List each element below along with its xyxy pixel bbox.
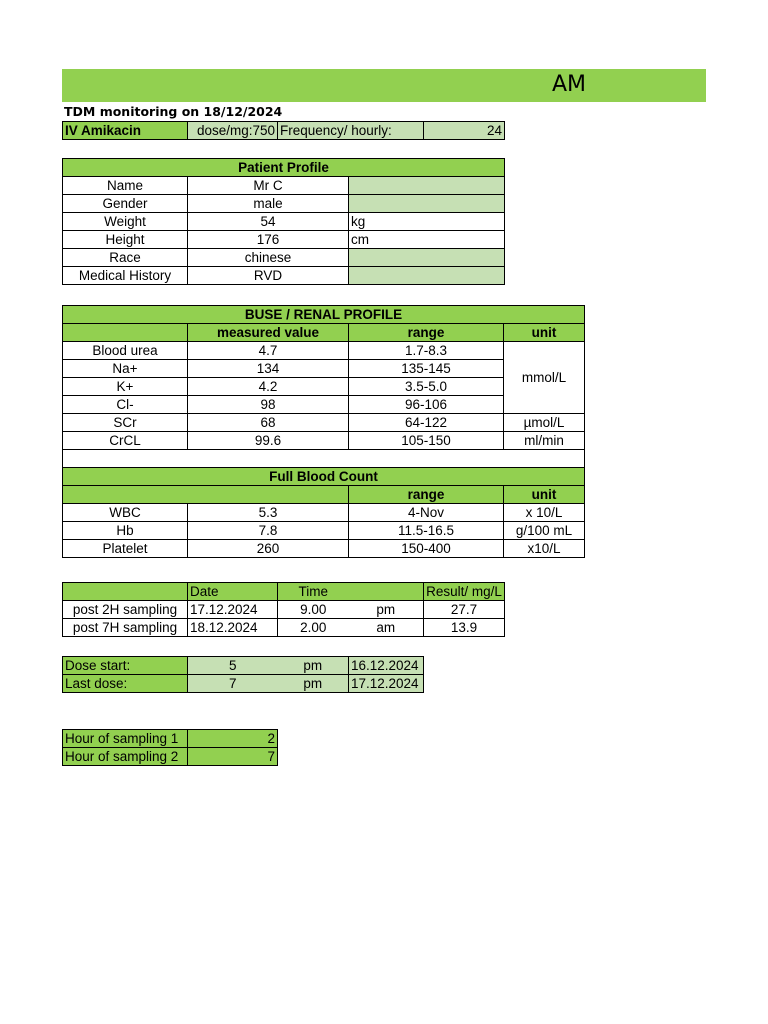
patient-value[interactable]: chinese bbox=[188, 249, 349, 267]
patient-value[interactable]: 54 bbox=[188, 213, 349, 231]
dose-ampm[interactable]: pm bbox=[278, 657, 349, 675]
sampling-date[interactable]: 18.12.2024 bbox=[188, 619, 278, 637]
table-row bbox=[63, 195, 505, 213]
sampling-ampm[interactable]: am bbox=[349, 619, 424, 637]
dose-ampm[interactable]: pm bbox=[278, 675, 349, 693]
fbc-header-blank bbox=[63, 486, 188, 504]
fbc-range: 150-400 bbox=[349, 540, 504, 558]
drug-row bbox=[63, 122, 505, 140]
fbc-header-unit: unit bbox=[504, 486, 585, 504]
patient-value[interactable]: Mr C bbox=[188, 177, 349, 195]
fbc-unit: x 10/L bbox=[504, 504, 585, 522]
fbc-range: 4-Nov bbox=[349, 504, 504, 522]
dosing-table bbox=[62, 656, 424, 693]
table-row bbox=[63, 657, 424, 675]
renal-unit: ml/min bbox=[504, 432, 585, 450]
header-band bbox=[62, 69, 706, 102]
sampling-hour-value[interactable]: 7 bbox=[188, 748, 278, 766]
renal-header-range: range bbox=[349, 324, 504, 342]
table-row bbox=[63, 601, 505, 619]
sampling-label: post 2H sampling bbox=[63, 601, 188, 619]
patient-unit[interactable] bbox=[349, 249, 505, 267]
frequency-label[interactable] bbox=[278, 122, 424, 140]
table-row bbox=[63, 675, 424, 693]
renal-value[interactable]: 4.2 bbox=[188, 378, 349, 396]
frequency-label-text: Frequency/ hourly: bbox=[280, 123, 392, 138]
sampling-hour-label: Hour of sampling 2 bbox=[63, 748, 188, 766]
table-row bbox=[63, 414, 585, 432]
renal-label: Na+ bbox=[63, 360, 188, 378]
patient-label: Weight bbox=[63, 213, 188, 231]
patient-label: Medical History bbox=[63, 267, 188, 285]
table-row bbox=[63, 267, 505, 285]
sampling-hours-table bbox=[62, 729, 278, 766]
sampling-time[interactable]: 2.00 bbox=[278, 619, 349, 637]
fbc-label: WBC bbox=[63, 504, 188, 522]
table-row bbox=[63, 504, 585, 522]
sampling-time[interactable]: 9.00 bbox=[278, 601, 349, 619]
table-row bbox=[63, 177, 505, 195]
table-row bbox=[63, 231, 505, 249]
patient-value[interactable]: RVD bbox=[188, 267, 349, 285]
patient-profile-title: Patient Profile bbox=[63, 159, 505, 177]
renal-label: SCr bbox=[63, 414, 188, 432]
renal-value[interactable]: 134 bbox=[188, 360, 349, 378]
sampling-result[interactable]: 13.9 bbox=[424, 619, 505, 637]
table-row bbox=[63, 730, 278, 748]
dose-date[interactable]: 16.12.2024 bbox=[349, 657, 424, 675]
frequency-value[interactable]: 24 bbox=[424, 122, 505, 140]
renal-profile-title: BUSE / RENAL PROFILE bbox=[63, 306, 585, 324]
sampling-date[interactable]: 17.12.2024 bbox=[188, 601, 278, 619]
sampling-ampm[interactable]: pm bbox=[349, 601, 424, 619]
patient-profile-table bbox=[62, 158, 505, 285]
renal-value[interactable]: 99.6 bbox=[188, 432, 349, 450]
fbc-value[interactable]: 260 bbox=[188, 540, 349, 558]
drug-name[interactable]: IV Amikacin bbox=[63, 122, 188, 140]
patient-value[interactable]: male bbox=[188, 195, 349, 213]
table-row bbox=[63, 522, 585, 540]
drug-table bbox=[62, 121, 505, 140]
dose-date[interactable]: 17.12.2024 bbox=[349, 675, 424, 693]
spacer-row bbox=[63, 450, 585, 468]
renal-profile-table bbox=[62, 305, 585, 558]
renal-range: 64-122 bbox=[349, 414, 504, 432]
sampling-result[interactable]: 27.7 bbox=[424, 601, 505, 619]
patient-unit[interactable] bbox=[349, 177, 505, 195]
sampling-label: post 7H sampling bbox=[63, 619, 188, 637]
renal-unit: µmol/L bbox=[504, 414, 585, 432]
renal-header-measured: measured value bbox=[188, 324, 349, 342]
dose-label: Last dose: bbox=[63, 675, 188, 693]
fbc-title: Full Blood Count bbox=[63, 468, 585, 486]
fbc-range: 11.5-16.5 bbox=[349, 522, 504, 540]
fbc-label: Platelet bbox=[63, 540, 188, 558]
patient-unit[interactable] bbox=[349, 195, 505, 213]
patient-label: Name bbox=[63, 177, 188, 195]
renal-value[interactable]: 4.7 bbox=[188, 342, 349, 360]
sampling-table bbox=[62, 582, 505, 637]
table-row bbox=[63, 748, 278, 766]
fbc-value[interactable]: 5.3 bbox=[188, 504, 349, 522]
renal-merged-unit: mmol/L bbox=[504, 342, 585, 414]
renal-range: 3.5-5.0 bbox=[349, 378, 504, 396]
fbc-header-range: range bbox=[349, 486, 504, 504]
renal-header-blank bbox=[63, 324, 188, 342]
monitoring-title: TDM monitoring on 18/12/2024 bbox=[64, 104, 283, 119]
renal-label: K+ bbox=[63, 378, 188, 396]
fbc-unit: g/100 mL bbox=[504, 522, 585, 540]
renal-label: Cl- bbox=[63, 396, 188, 414]
drug-dose[interactable]: dose/mg:750 bbox=[188, 122, 278, 140]
table-row bbox=[63, 432, 585, 450]
dose-label: Dose start: bbox=[63, 657, 188, 675]
patient-unit[interactable]: kg bbox=[349, 213, 505, 231]
renal-label: Blood urea bbox=[63, 342, 188, 360]
patient-unit[interactable] bbox=[349, 267, 505, 285]
sampling-header-blank bbox=[63, 583, 188, 601]
fbc-value[interactable]: 7.8 bbox=[188, 522, 349, 540]
patient-unit[interactable]: cm bbox=[349, 231, 505, 249]
fbc-unit: x10/L bbox=[504, 540, 585, 558]
table-row bbox=[63, 342, 585, 360]
sampling-header-time-pad bbox=[349, 583, 424, 601]
renal-label: CrCL bbox=[63, 432, 188, 450]
patient-label: Height bbox=[63, 231, 188, 249]
sampling-header-date: Date bbox=[188, 583, 278, 601]
table-row bbox=[63, 249, 505, 267]
table-row bbox=[63, 540, 585, 558]
renal-header-unit: unit bbox=[504, 324, 585, 342]
renal-value[interactable]: 68 bbox=[188, 414, 349, 432]
patient-label: Gender bbox=[63, 195, 188, 213]
sampling-hour-label: Hour of sampling 1 bbox=[63, 730, 188, 748]
sampling-header-result: Result/ mg/L bbox=[424, 583, 505, 601]
table-row bbox=[63, 619, 505, 637]
sampling-hour-value[interactable]: 2 bbox=[188, 730, 278, 748]
patient-label: Race bbox=[63, 249, 188, 267]
patient-value[interactable]: 176 bbox=[188, 231, 349, 249]
dose-hour[interactable]: 7 bbox=[188, 675, 278, 693]
sampling-header-time: Time bbox=[278, 583, 349, 601]
renal-range: 1.7-8.3 bbox=[349, 342, 504, 360]
dose-hour[interactable]: 5 bbox=[188, 657, 278, 675]
header-band-text: AM bbox=[551, 72, 586, 97]
fbc-header-blank bbox=[188, 486, 349, 504]
renal-range: 105-150 bbox=[349, 432, 504, 450]
renal-value[interactable]: 98 bbox=[188, 396, 349, 414]
fbc-label: Hb bbox=[63, 522, 188, 540]
renal-range: 135-145 bbox=[349, 360, 504, 378]
table-row bbox=[63, 213, 505, 231]
renal-range: 96-106 bbox=[349, 396, 504, 414]
